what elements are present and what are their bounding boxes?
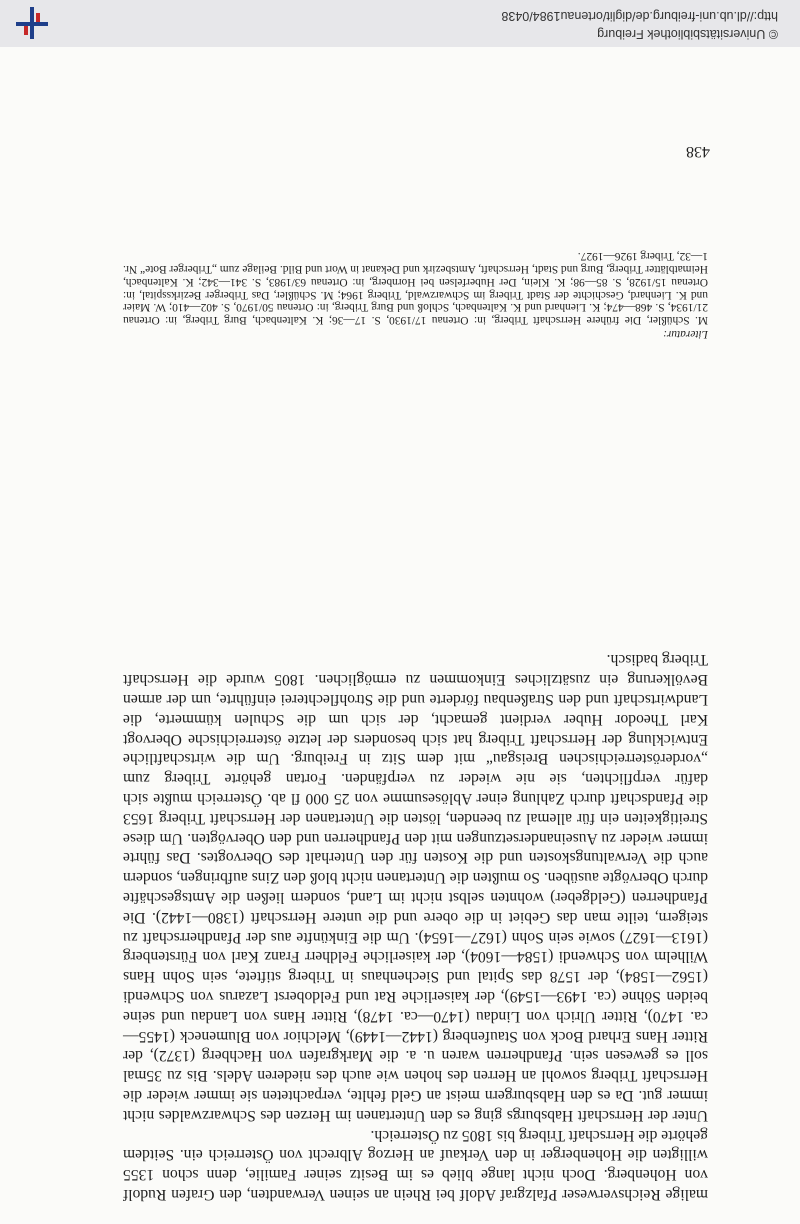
ub-freiburg-logo-icon [14, 7, 50, 39]
page-number: 438 [686, 143, 710, 160]
source-url-link[interactable]: http://dl.ub.uni-freiburg.de/diglit/ortenau1984/0438 [501, 9, 778, 23]
main-text [123, 650, 708, 1204]
page-paper [0, 14, 800, 1224]
library-footer [0, 0, 800, 47]
literature-section [123, 249, 708, 340]
literature-heading: Literatur: [663, 328, 708, 340]
copyright-notice: © Universitätsbibliothek Freiburg [597, 27, 778, 41]
literature-text: M. Schüßler, Die frühere Herrschaft Triberg, in: Ortenau 17/1930, S. 17—36; K. Kaltenbach, Burg Triberg, in: Ortenau 21/1934, S. 468—474; K. Lienhard und K. Kaltenbach, Schloß und Burg Triberg, in: Ortenau 50/1970, S. 402—410; W. Maier und K. Lienhard, Geschichte der Stadt Triberg im Schwarzwald, Triberg 1964; M. Schüßler, Das Triberger Bezirksspital, in: Ortenau 15/1928, S. 85—98; K. Klein, Der Huberfelsen bei Hornberg, in: Ortenau 63/1983, S. 341—342; K. Kaltenbach, Heimatblätter Triberg, Burg und Stadt, Herrschaft, Amtsbezirk und Dekanat in Wort und Bild. Beilage zum „Triberger Bote“ Nr. 1—32, Triberg 1926—1927. [123, 250, 708, 327]
paragraph-2: Unter der Herrschaft Habsburgs ging es den Untertanen im Herzen des Schwarzwaldes nicht immer gut. Da es den Habsburgern meist an Geld fehlte, verpachteten sie immer wieder die Herrschaft Triberg sowohl an Herren des hohen wie auch des niederen Adels. Bis zu 35mal soll es gewesen sein. Pfandherren waren u. a. die Markgrafen von Hachberg (1372), der Ritter Hans Erhard Bock von Staufenberg (1442—1449), Melchior von Blumeneck (1455—ca. 1470), Ritter Ulrich von Lindau (1470—ca. 1478), Ritter Hans von Landau und seine beiden Söhne (ca. 1493—1549), der kaiserliche Rat und Feldoberst Lazarus von Schwendi (1562—1584), der 1578 das Spital und Siechenhaus in Triberg stiftete, sein Sohn Hans Wilhelm von Schwendi (1584—1604), der kaiserliche Feldherr Franz Karl von Fürstenberg (1613—1627) sowie sein Sohn (1627—1654). Um die Einkünfte aus der Pfandherrschaft zu steigern, teilte man das Gebiet in die obere und die untere Herrschaft (1380—1442). Die Pfandherren (Geldgeber) wohnten selbst nicht im Land, sondern ließen die Amtsgeschäfte durch Obervögte ausüben. So mußten die Untertanen nicht bloß den Zins aufbringen, sondern auch die Verwaltungskosten und die Kosten für den Unterhalt des Obervogtes. Das führte immer wieder zu Auseinandersetzungen mit den Pfandherren und den Obervögten. Um diese Streitigkeiten ein für allemal zu beenden, lösten die Untertanen der Herrschaft Triberg 1653 die Pfandschaft durch Zahlung einer Ablösesumme von 25 000 fl ab. Österreich mußte sich dafür verpflichten, sie nie wieder zu verpfänden. Fortan gehörte Triberg zum „vorderösterreichischen Breisgau“ mit dem Sitz in Freiburg. Um die wirtschaftliche Entwicklung der Herrschaft Triberg hat sich besonders der letzte österreichische Obervogt Karl Theodor Huber verdient gemacht, der sich um die Schulen kümmerte, die Landwirtschaft und den Straßenbau förderte und die Strohflechterei einführte, um der armen Bevölkerung ein zusätzliches Einkommen zu ermöglichen. 1805 wurde die Herrschaft Triberg badisch. [123, 651, 708, 1124]
paragraph-1: malige Reichsverweser Pfalzgraf Adolf bei Rhein an seinen Verwandten, den Grafen Rudolf von Hohenberg. Doch nicht lange blieb es im Besitz seiner Familie, denn schon 1355 willigten die Hohenberger in den Verkauf an Herzog Albrecht von Österreich ein. Seitdem gehörte die Herrschaft Triberg bis 1805 zu Österreich. [123, 1126, 708, 1203]
